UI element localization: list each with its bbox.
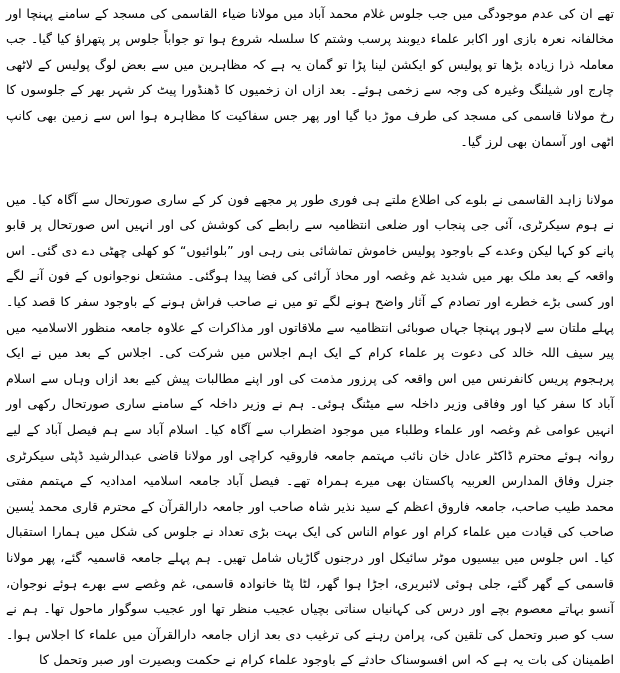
body-paragraph: تھے ان کی عدم موجودگی میں جب جلوس غلام محمد آباد میں مولانا ضیاء القاسمی کی مسجد کے سامنے پہنچا اور مخالفانہ نعرہ بازی اور اکابر علماء دیوبند پرسب وشتم کا سلسلہ شروع ہوا تو جواباً جلوس پر پتھراؤ کیا گیا۔ جب معاملہ ذرا زیادہ بڑھا تو پولیس کو ایکشن لینا پڑا تو گمان یہ ہے کہ مظاہرین میں سے بعض لوگ پولیس کے لاٹھی چارج اور شیلنگ وغیرہ کی وجہ سے زخمی ہوئے۔ بعد ازاں ان زخمیوں کا ڈھنڈورا پیٹ کر شہر بھر کے جلوسوں کا رخ مولانا قاسمی کی مسجد کی طرف موڑ دیا گیا اور پھر جس سفاکیت کا مظاہرہ ہوا اس سے زمین بھی کانپ اٹھی اور آسمان بھی لرز گیا۔ <box>6 5 614 149</box>
body-paragraph: مولانا زاہد القاسمی نے بلوے کی اطلاع ملتے ہی فوری طور پر مجھے فون کر کے ساری صورتحال سے آگاہ کیا۔ میں نے ہوم سیکرٹری، آئی جی پنجاب اور ضلعی انتظامیہ سے رابطے کی کوشش کی اور انہیں اس صورتحال پر قابو پانے کو کہا لیکن وعدے کے باوجود پولیس خاموش تماشائی بنی رہی اور ”بلوائیوں“ کو کھلی چھٹی دے دی گئی۔ اس واقعہ کے بعد ملک بھر میں شدید غم وغصہ اور محاذ آرائی کی فضا پیدا ہوگئی۔ مشتعل نوجوانوں کے فون آنے لگے اور کسی بڑے خطرے اور تصادم کے آثار واضح ہونے لگے تو میں نے صاحب فراش ہونے کے باوجود سفر کا قصد کیا۔ پہلے ملتان سے لاہور پہنچا جہاں صوبائی انتظامیہ سے ملاقاتوں اور مذاکرات کے علاوہ جامعہ منظور الاسلامیہ میں پیر سیف اللہ خالد کی دعوت پر علماء کرام کے ایک اہم اجلاس میں شرکت کی۔ اجلاس کے بعد میں نے ایک پرہجوم پریس کانفرنس میں اس واقعہ کی پرزور مذمت کی اور اپنے مطالبات پیش کیے بعد ازاں وہاں سے اسلام آباد کا سفر کیا اور وفاقی وزیر داخلہ سے میٹنگ ہوئی۔ ہم نے وزیر داخلہ کے سامنے ساری صورتحال رکھی اور انہیں عوامی غم وغصہ اور علماء وطلباء میں موجود اضطراب سے آگاہ کیا۔ اسلام آباد سے ہم فیصل آباد کے لیے روانہ ہوئے محترم ڈاکٹر عادل خان نائب مہتمم جامعہ فاروقیہ کراچی اور مولانا قاضی عبدالرشید ڈپٹی سیکرٹری جنرل وفاق المدارس العربیہ پاکستان بھی میرے ہمراہ تھے۔ فیصل آباد جامعہ اسلامیہ امدادیہ کے مہتمم مفتی محمد طیب صاحب، جامعہ فاروق اعظم کے سید نذیر شاہ صاحب اور جامعہ دارالقرآن کے محترم قاری محمد یٰسین صاحب کی قیادت میں علماء کرام اور عوام الناس کی ایک بہت بڑی تعداد نے جلوس کی شکل میں ہمارا استقبال کیا۔ اس جلوس میں بیسیوں موٹر سائیکل اور درجنوں گاڑیاں شامل تھیں۔ ہم پہلے جامعہ قاسمیہ گئے، پھر مولانا قاسمی کے گھر گئے، جلی ہوئی لائبریری، اجڑا ہوا گھر، لٹا پٹا خانوادہ قاسمی، غم وغصے سے بھرے ہوئے نوجوان، آنسو بہاتے معصوم بچے اور درس کی کہانیاں سناتی بچیاں عجیب منظر تھا اور عجیب سوگوار ماحول تھا۔ ہم نے سب کو صبر وتحمل کی تلقین کی، پرامن رہنے کی ترغیب دی بعد ازاں جامعہ دارالقرآن میں علماء کا اجلاس ہوا۔ اطمینان کی بات یہ ہے کہ اس افسوسناک حادثے کے باوجود علماء کرام نے حکمت وبصیرت اور صبر وتحمل کا <box>6 191 614 668</box>
